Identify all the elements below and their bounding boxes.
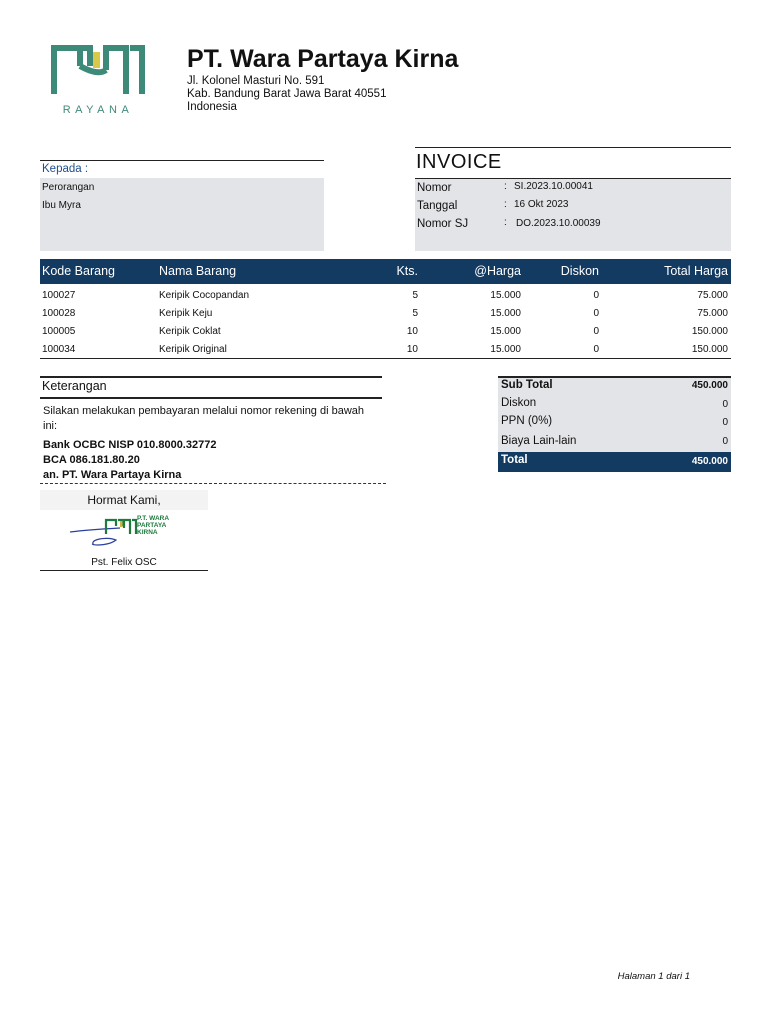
column-header-name: Nama Barang <box>159 264 237 278</box>
subtotal-label: Sub Total <box>501 379 553 391</box>
item-discount: 0 <box>593 326 599 337</box>
delivery-number-value: DO.2023.10.00039 <box>516 218 601 229</box>
invoice-date-value: 16 Okt 2023 <box>514 199 569 210</box>
subtotal-value: 450.000 <box>691 380 728 391</box>
item-total: 150.000 <box>691 344 728 355</box>
column-header-code: Kode Barang <box>42 264 115 278</box>
notes-title: Keterangan <box>42 379 107 393</box>
colon: : <box>504 217 507 228</box>
colon: : <box>504 199 507 210</box>
item-price: 15.000 <box>490 308 521 319</box>
divider <box>40 160 324 161</box>
other-cost-value: 0 <box>722 436 728 447</box>
delivery-number-label: Nomor SJ <box>417 218 469 230</box>
item-discount: 0 <box>593 290 599 301</box>
invoice-number-label: Nomor <box>417 182 452 194</box>
address-line: Indonesia <box>187 101 237 113</box>
item-discount: 0 <box>593 308 599 319</box>
item-qty: 10 <box>406 326 418 337</box>
page-number: Halaman 1 dari 1 <box>617 971 690 982</box>
item-name: Keripik Coklat <box>159 326 221 337</box>
item-total: 150.000 <box>691 326 728 337</box>
address-line: Kab. Bandung Barat Jawa Barat 40551 <box>187 88 387 100</box>
signer-name: Pst. Felix OSC <box>91 557 157 568</box>
item-code: 100034 <box>42 344 76 355</box>
item-name: Keripik Original <box>159 344 227 355</box>
logo-text: RAYANA <box>62 104 134 116</box>
bank-account-line: Bank OCBC NISP 010.8000.32772 <box>43 439 217 451</box>
item-code: 100027 <box>42 290 76 301</box>
invoice-date-label: Tanggal <box>417 200 458 212</box>
total-label: Total <box>501 454 528 466</box>
bank-account-line: an. PT. Wara Partaya Kirna <box>43 469 182 481</box>
bank-account-line: BCA 086.181.80.20 <box>43 454 140 466</box>
stamp-line: P.T. WARA <box>137 515 170 522</box>
item-price: 15.000 <box>490 326 521 337</box>
stamp-line: KIRNA <box>137 529 158 536</box>
item-code: 100005 <box>42 326 76 337</box>
ppn-label: PPN (0%) <box>501 415 553 427</box>
greeting-label: Hormat Kami, <box>87 493 161 507</box>
notes-text: Silakan melakukan pembayaran melalui nomor rekening di bawah ini: <box>43 405 365 432</box>
total-value: 450.000 <box>691 456 728 467</box>
recipient-line: Ibu Myra <box>42 200 81 211</box>
discount-label: Diskon <box>501 397 537 409</box>
item-total: 75.000 <box>697 308 728 319</box>
dashed-divider <box>40 483 386 484</box>
invoice-title: INVOICE <box>416 151 502 173</box>
discount-value: 0 <box>722 399 728 410</box>
recipient-label: Kepada : <box>42 163 89 175</box>
item-qty: 5 <box>412 290 418 301</box>
item-name: Keripik Keju <box>159 308 213 319</box>
item-price: 15.000 <box>490 344 521 355</box>
column-header-price: @Harga <box>474 264 521 278</box>
signature-line <box>40 570 208 571</box>
item-qty: 10 <box>406 344 418 355</box>
other-cost-label: Biaya Lain-lain <box>501 435 577 447</box>
item-discount: 0 <box>593 344 599 355</box>
column-header-total: Total Harga <box>664 264 728 278</box>
column-header-discount: Diskon <box>560 264 599 278</box>
recipient-line: Perorangan <box>42 182 95 193</box>
item-total: 75.000 <box>697 290 728 301</box>
item-price: 15.000 <box>490 290 521 301</box>
company-name: PT. Wara Partaya Kirna <box>187 45 459 73</box>
item-name: Keripik Cocopandan <box>159 290 250 301</box>
column-header-qty: Kts. <box>396 264 418 278</box>
stamp-line: PARTAYA <box>137 522 167 529</box>
address-line: Jl. Kolonel Masturi No. 591 <box>187 75 325 87</box>
colon: : <box>504 181 507 192</box>
item-code: 100028 <box>42 308 76 319</box>
divider <box>40 397 382 399</box>
ppn-value: 0 <box>722 417 728 428</box>
item-qty: 5 <box>412 308 418 319</box>
invoice-number-value: SI.2023.10.00041 <box>514 181 593 192</box>
divider <box>40 376 382 378</box>
table-bottom-border <box>40 358 731 359</box>
